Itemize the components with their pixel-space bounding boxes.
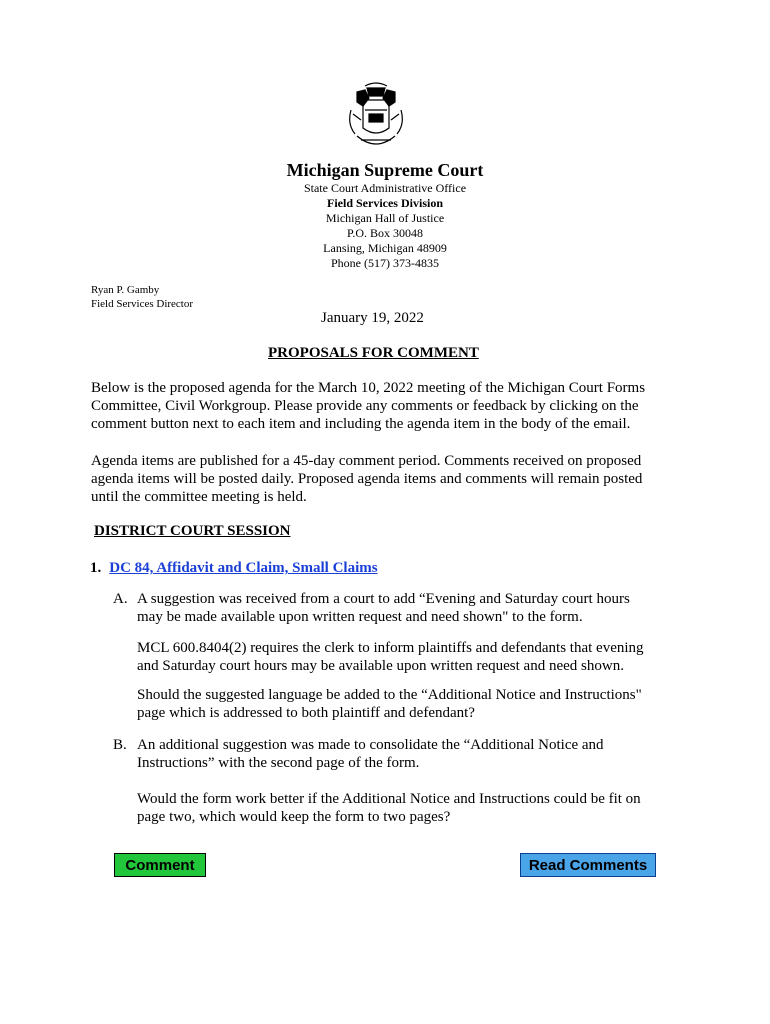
office-name: State Court Administrative Office [303, 181, 467, 195]
sub-item-b-label: B. [113, 737, 127, 753]
letter-date: January 19, 2022 [321, 310, 424, 326]
sub-item-a-paragraph-3: Should the suggested language be added to the “Additional Notice and Instructions" page which is addressed to both plaintiff and defendant? [137, 687, 642, 721]
division-name: Field Services Division [327, 196, 443, 210]
sub-item-b-paragraph-2: Would the form work better if the Additional Notice and Instructions could be fit on page two, which would keep the form to two pages? [137, 791, 641, 825]
comment-button[interactable]: Comment [114, 853, 206, 877]
director-block [91, 283, 193, 311]
agenda-item-number: 1. [90, 560, 102, 576]
michigan-seal-icon [343, 80, 409, 154]
building-name: Michigan Hall of Justice [325, 211, 445, 225]
sub-item-b-paragraph-1: An additional suggestion was made to consolidate the “Additional Notice and Instructions” with the second page of the form. [137, 737, 604, 771]
intro-paragraph-1: Below is the proposed agenda for the March 10, 2022 meeting of the Michigan Court Forms Committee, Civil Workgroup. Please provide any comments or feedback by clicking on the comment button next to each item and including the agenda item in the body of the email. [91, 380, 646, 432]
agenda-item-link[interactable]: DC 84, Affidavit and Claim, Small Claims [109, 560, 378, 576]
address-block [0, 181, 770, 271]
court-name: Michigan Supreme Court [286, 160, 484, 180]
page-heading: PROPOSALS FOR COMMENT [268, 345, 479, 361]
sub-item-a-label: A. [113, 591, 128, 607]
director-title: Field Services Director [91, 298, 194, 310]
phone-line: Phone (517) 373-4835 [331, 256, 439, 270]
director-name: Ryan P. Gamby [91, 284, 160, 296]
sub-item-a-paragraph-1: A suggestion was received from a court to add “Evening and Saturday court hours may be made available upon written request and need shown" to the form. [137, 591, 630, 625]
read-comments-button[interactable]: Read Comments [520, 853, 656, 877]
city-line: Lansing, Michigan 48909 [323, 241, 447, 255]
intro-paragraph-2: Agenda items are published for a 45-day comment period. Comments received on proposed agenda items will be posted daily. Proposed agenda items and comments will remain posted until the committee meeting is held. [91, 453, 643, 505]
po-box: P.O. Box 30048 [346, 226, 423, 240]
agenda-item-title [90, 560, 378, 577]
section-title: DISTRICT COURT SESSION [94, 523, 291, 539]
sub-item-a-paragraph-2: MCL 600.8404(2) requires the clerk to inform plaintiffs and defendants that evening and Saturday court hours may be available upon written request and need shown. [137, 640, 644, 674]
